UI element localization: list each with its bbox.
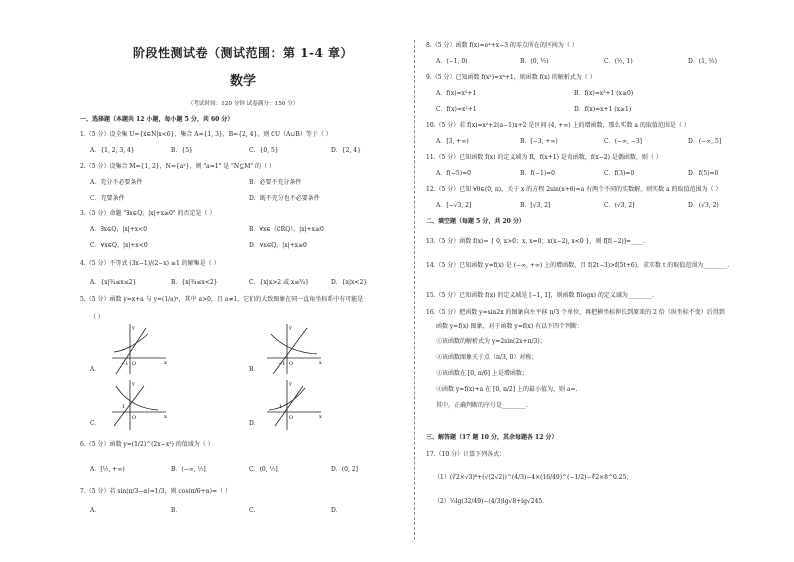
q1-option-b: B．{5} bbox=[171, 147, 193, 154]
q9-option-b: B．f(x)=x²+1 (x≥0) bbox=[574, 90, 634, 97]
q2-option-c: C．充要条件 bbox=[90, 195, 125, 202]
q8-option-a: A．(−1, 0) bbox=[436, 58, 468, 65]
exam-title: 阶段性测试卷（测试范围：第 1-4 章） bbox=[132, 46, 354, 60]
q5-graph-b-svg bbox=[263, 322, 323, 376]
q5-graph-b bbox=[263, 322, 323, 376]
q7-option-a: A． bbox=[90, 507, 101, 514]
q5-graph-c bbox=[108, 378, 168, 432]
question-11: 11.（5 分）已知函数 f(x) 的定义域为 R，f(x+1) 是奇函数，f(x−2) 是偶函数，则（ ） bbox=[426, 154, 662, 161]
q10-option-a: A．[3, +∞) bbox=[436, 138, 469, 145]
q12-option-c: C．(√3, 2] bbox=[604, 202, 635, 209]
tick-one: 1 bbox=[279, 404, 283, 410]
question-17: 17.（10 分）计算下列各式： bbox=[426, 451, 506, 458]
q6-option-d: D．(0, 2] bbox=[331, 466, 358, 473]
q7-option-c: C． bbox=[249, 507, 260, 514]
q1-option-c: C．{0, 5} bbox=[249, 147, 279, 154]
q5-graph-a bbox=[108, 322, 168, 376]
q1-option-a: A．{1, 2, 3, 4} bbox=[90, 147, 135, 154]
q9-option-c: C．f(x)=x²+1 bbox=[436, 106, 477, 113]
q3-option-d: D．∀x∈Q，|x|+x≥0 bbox=[249, 242, 307, 249]
origin-label: O bbox=[289, 415, 294, 421]
question-7: 7.（5 分）若 sin(π/3−α)=1/3，则 cos(π/6+α)=（ ） bbox=[80, 488, 231, 495]
q10-option-c: C．(−∞, −3] bbox=[604, 138, 642, 145]
q1-option-d: D．{2, 4} bbox=[331, 147, 361, 154]
q12-option-d: D．(√3, 2) bbox=[688, 202, 719, 209]
origin-label: O bbox=[132, 415, 137, 421]
question-15: 15.（5 分）已知函数 f(x) 的定义域是 [−1, 1]，则函数 f(logx) 的定义域为________. bbox=[426, 292, 654, 299]
q9-option-a: A．f(x)=x²+1 bbox=[436, 90, 477, 97]
q5-graph-c-svg bbox=[108, 378, 168, 432]
y-label: y bbox=[132, 325, 135, 331]
q5-graph-a-svg bbox=[108, 322, 168, 376]
section-fill: 二、填空题（每题 5 分，共 20 分） bbox=[426, 218, 525, 225]
q4-option-b: B．{x|¾≤x<2} bbox=[171, 279, 218, 286]
q16-item-3: ③该函数在 [0, π/6] 上是增函数； bbox=[436, 370, 528, 377]
question-10: 10.（5 分）若 f(x)=x²+2(a−1)x+2 是区间 (4, +∞) 上的增函数，那么实数 a 的取值范围是（ ） bbox=[426, 122, 690, 129]
tick-one: 1 bbox=[122, 404, 126, 410]
q9-option-d: D．f(x)=x+1 (x≥1) bbox=[574, 106, 632, 113]
x-label: x bbox=[319, 414, 322, 420]
x-label: x bbox=[319, 360, 322, 366]
q4-option-a: A．{x|¾≤x≤2} bbox=[90, 279, 137, 286]
exp-curve bbox=[114, 334, 148, 352]
question-16-cont: 函数 y=f(x) 图象，对于函数 y=f(x) 有以下四个判断： bbox=[436, 323, 584, 330]
tick-minus1: −1 bbox=[278, 361, 286, 367]
q16-item-2: ②该函数图象关于点（π/3, 0）对称； bbox=[436, 354, 538, 361]
section-choice: 一、选择题（本题共 12 小题，每小题 5 分，共 60 分） bbox=[80, 116, 234, 123]
q5-option-b: B． bbox=[249, 366, 260, 373]
q7-option-d: D． bbox=[331, 507, 342, 514]
q5-option-a: A． bbox=[90, 366, 101, 373]
origin-label: O bbox=[289, 361, 294, 367]
exam-meta: （考试时间：120 分钟 试卷满分：150 分） bbox=[187, 101, 299, 107]
q8-option-c: C．(½, 1) bbox=[604, 58, 633, 65]
question-3: 3.（5 分）命题 "∃x∈Q，|x|+x≥0" 的否定是（ ） bbox=[80, 210, 216, 217]
exp-curve bbox=[271, 334, 317, 354]
q6-option-b: B．(−∞, ½] bbox=[171, 466, 206, 473]
q16-item-1: ①该函数的解析式为 y=2sin(2x+π/3)； bbox=[436, 338, 546, 345]
q4-option-d: D．{x|x<2} bbox=[331, 279, 368, 286]
line-curve bbox=[273, 328, 307, 374]
q5-option-c: C． bbox=[90, 420, 101, 427]
y-label: y bbox=[289, 325, 292, 331]
section-solve: 三、解答题（17 题 10 分，其余每题各 12 分） bbox=[426, 434, 558, 441]
exam-subject: 数学 bbox=[229, 74, 256, 89]
q11-option-c: C．f(3)=0 bbox=[604, 170, 635, 177]
question-13: 13.（5 分）函数 f(x)= { 0, x>0；x, x=0；x(x−2), x<0 }，则 f[f(−2)]=____. bbox=[426, 238, 645, 245]
question-8: 8.（5 分）函数 f(x)=eˣ+x−3 的零点所在的区间为（ ） bbox=[426, 42, 578, 49]
q16-answer-prompt: 其中，正确判断的序号是________. bbox=[436, 402, 528, 409]
q5-bracket: （ ） bbox=[90, 314, 104, 321]
question-5: 5.（5 分）函数 y=x+a 与 y=(1/a)ˣ，其中 a>0，且 a≠1，它们的大致图象在同一直角坐标系中有可能是 bbox=[80, 296, 364, 303]
q11-option-d: D．f(5)=0 bbox=[688, 170, 719, 177]
right-column bbox=[424, 0, 774, 562]
q3-option-b: B．∀x∈（∁RQ），|x|+x≥0 bbox=[249, 226, 324, 233]
question-12: 12.（5 分）已知 ∀θ∈(0, π)，关于 x 的方程 2sin(x+θ)=a 有两个不同的实数解，则实数 a 的取值范围为（ ） bbox=[426, 186, 722, 193]
q6-option-a: A．[½, +∞) bbox=[90, 466, 125, 473]
q4-option-c: C．{x|x>2 或 x≤¾} bbox=[249, 279, 309, 286]
q12-option-a: A．[−√3, 2] bbox=[436, 202, 472, 209]
question-4: 4.（5 分）不等式 (3x−1)/(2−x) ≥1 的解集是（ ） bbox=[80, 260, 220, 267]
q5-graph-d bbox=[263, 378, 323, 432]
q2-option-d: D．既不充分也不必要条件 bbox=[249, 195, 320, 202]
q8-option-b: B．(0, ½) bbox=[520, 58, 549, 65]
question-16: 16.（5 分）把函数 y=sin2x 的图象向左平移 π/3 个单位，再把横坐标伸长到原来的 2 倍（纵坐标不变）后得到 bbox=[426, 309, 725, 316]
q17-part-1: （1）(∛2×√3)⁶+(√(2√2))^(4/3)−4×(16/49)^(−1/2)−∜2×8^0.25； bbox=[434, 474, 633, 481]
tick-minus1: −1 bbox=[121, 361, 129, 367]
y-label: y bbox=[289, 381, 292, 387]
q5-option-d: D． bbox=[249, 420, 260, 427]
origin-label: O bbox=[132, 361, 137, 367]
q8-option-d: D．(1, ⅔) bbox=[688, 58, 717, 65]
q17-part-2: （2）½lg(32/49)−(4/3)lg√8+lg√245. bbox=[434, 498, 545, 505]
q11-option-a: A．f(−5)=0 bbox=[436, 170, 471, 177]
left-column bbox=[78, 0, 408, 562]
q16-item-4: ④函数 y=f(x)+a 在 [0, π/2] 上的最小值为，则 a=. bbox=[436, 386, 578, 393]
q3-option-a: A．∃x∈Q，|x|+x<0 bbox=[90, 226, 148, 233]
q7-option-b: B． bbox=[171, 507, 182, 514]
q11-option-b: B．f(−1)=0 bbox=[520, 170, 556, 177]
q2-option-b: B．必要不充分条件 bbox=[249, 179, 302, 186]
x-label: x bbox=[164, 360, 167, 366]
question-6: 6.（5 分）函数 y=(1/2)^(2x−x²) 的值域为（ ） bbox=[80, 441, 214, 448]
column-divider bbox=[414, 40, 415, 540]
question-2: 2.（5 分）设集合 M={1, 2}，N={a²}，则 "a=1" 是 "N⊆M" 的（ ） bbox=[80, 163, 275, 170]
q5-graph-d-svg bbox=[263, 378, 323, 432]
question-1: 1.（5 分）设全集 U={x∈N|x<6}，集合 A={1, 3}，B={2, 4}，则 ∁U（A∪B）等于（ ） bbox=[80, 131, 332, 138]
q12-option-b: B．[√3, 2] bbox=[520, 202, 551, 209]
question-14: 14.（5 分）已知函数 y=f(x) 是 (−∞, +∞) 上的增函数，且 f(2t−3)>f(5t+6)，求实数 t 的取值范围为________. bbox=[426, 262, 730, 269]
q3-option-c: C．∀x∈Q，|x|+x<0 bbox=[90, 242, 148, 249]
q10-option-b: B．[−3, +∞) bbox=[520, 138, 558, 145]
q6-option-c: C．(0, ½] bbox=[249, 466, 278, 473]
q2-option-a: A．充分不必要条件 bbox=[90, 179, 143, 186]
q10-option-d: D．(−∞, 5] bbox=[688, 138, 722, 145]
x-label: x bbox=[164, 414, 167, 420]
question-9: 9.（5 分）已知函数 f(x²)=x⁴+1，则函数 f(x) 的解析式为（ ） bbox=[426, 74, 596, 81]
y-label: y bbox=[132, 381, 135, 387]
